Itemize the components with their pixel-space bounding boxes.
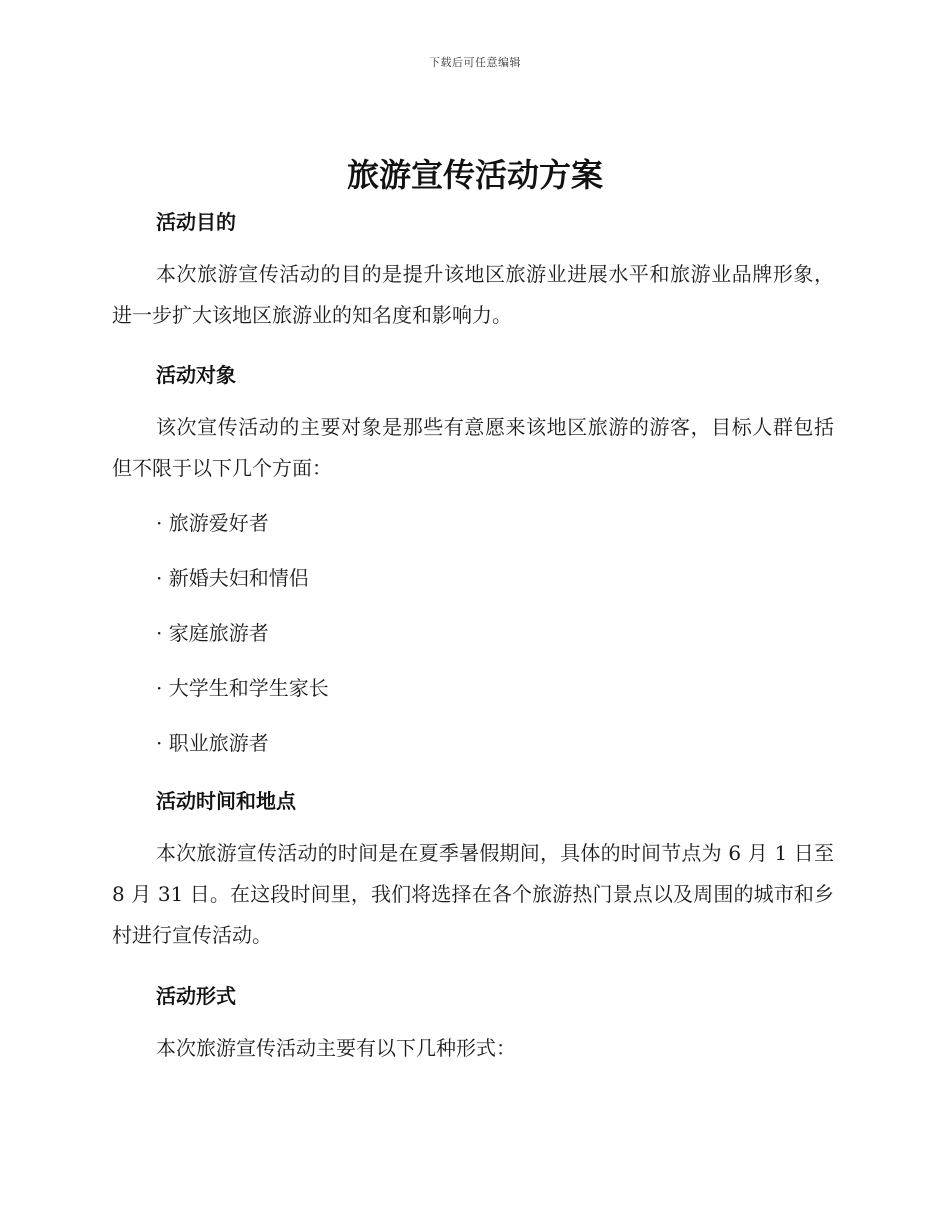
section-heading-purpose: 活动目的 xyxy=(156,210,236,234)
list-item: · 家庭旅游者 xyxy=(156,621,269,645)
section-heading-format: 活动形式 xyxy=(156,984,236,1008)
list-item: · 旅游爱好者 xyxy=(156,511,269,535)
paragraph-purpose: 本次旅游宣传活动的目的是提升该地区旅游业进展水平和旅游业品牌形象，进一步扩大该地区旅游业的知名度和影响力。 xyxy=(112,262,834,327)
section-heading-audience: 活动对象 xyxy=(156,363,236,387)
list-item: · 大学生和学生家长 xyxy=(156,676,329,700)
document-title: 旅游宣传活动方案 xyxy=(346,156,603,194)
list-item: · 新婚夫妇和情侣 xyxy=(156,566,309,590)
list-item: · 职业旅游者 xyxy=(156,731,269,755)
section-heading-time-location: 活动时间和地点 xyxy=(156,789,296,813)
page-header-note: 下载后可任意编辑 xyxy=(429,56,521,69)
paragraph-audience: 该次宣传活动的主要对象是那些有意愿来该地区旅游的游客，目标人群包括但不限于以下几个方面： xyxy=(112,415,834,480)
paragraph-time-location: 本次旅游宣传活动的时间是在夏季暑假期间，具体的时间节点为 6 月 1 日至 8 月 31 日。在这段时间里，我们将选择在各个旅游热门景点以及周围的城市和乡村进行宣传活动。 xyxy=(112,841,834,947)
paragraph-format: 本次旅游宣传活动主要有以下几种形式： xyxy=(156,1036,516,1060)
